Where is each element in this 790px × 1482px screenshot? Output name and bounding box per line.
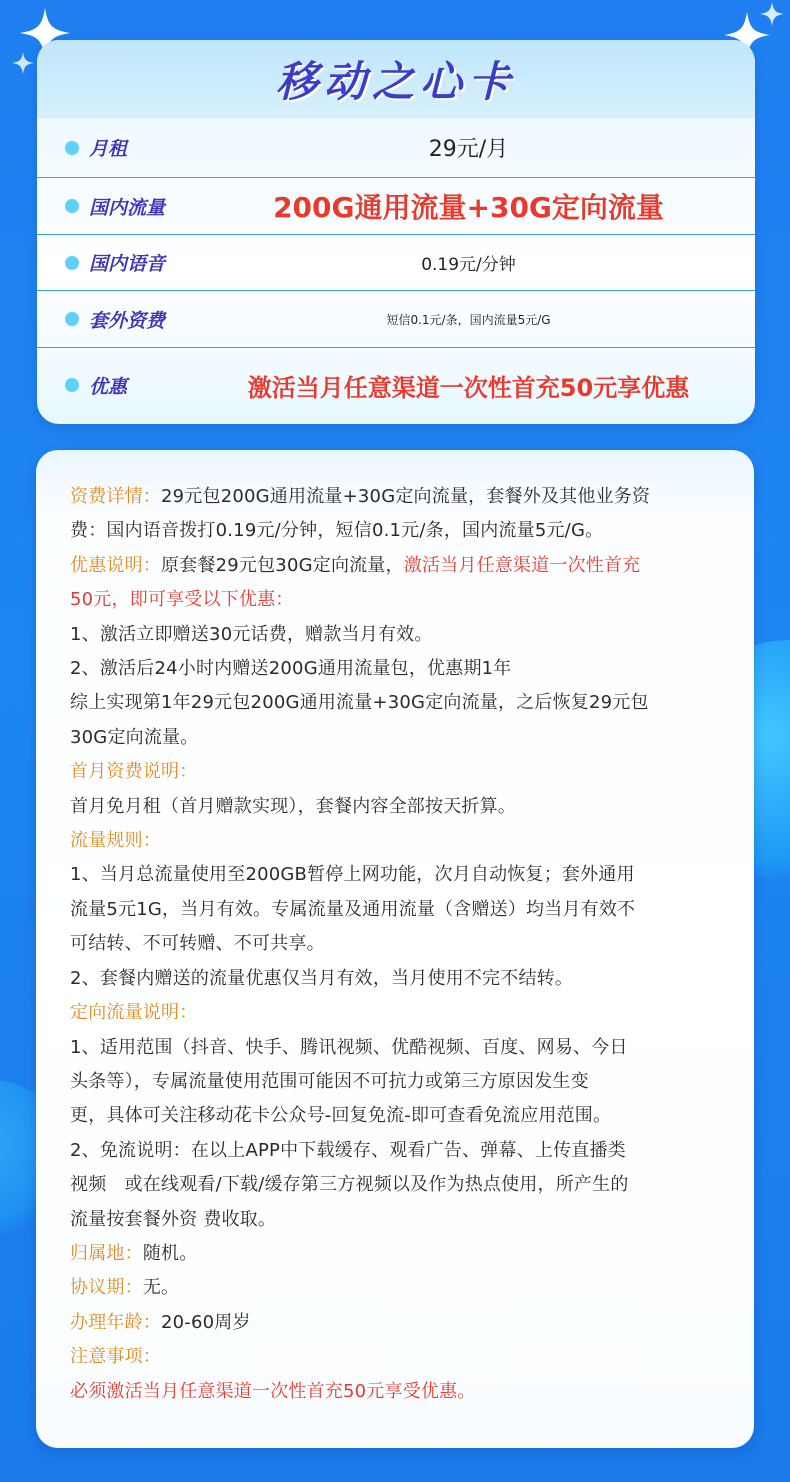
section-heading: 办理年龄： [70,1311,161,1333]
bullet-dot-icon [65,378,79,392]
region-info: 归属地：随机。 [70,1242,198,1264]
row-label: 月租 [89,138,128,160]
bullet-dot-icon [65,141,79,155]
age-info: 办理年龄：20-60周岁 [70,1311,251,1333]
bullet-dot-icon [65,199,79,213]
row-domestic-voice [37,235,755,291]
section-heading: 资费详情： [70,486,161,507]
tariff-details: 资费详情：29元包200G通用流量+30G定向流量，套餐外及其他业务资 [70,486,651,507]
notice-text: 必须激活当月任意渠道一次性首充50元享受优惠。 [70,1380,476,1402]
row-value: 激活当月任意渠道一次性首充50元享优惠 [247,373,690,402]
title-band [37,40,755,118]
row-label: 套外资费 [89,309,166,332]
bullet-dot-icon [65,256,79,270]
row-extra-charges [37,291,755,348]
row-monthly-fee [37,118,755,178]
contract-info: 协议期：无。 [70,1277,180,1299]
section-heading: 流量规则： [70,830,161,852]
row-value: 短信0.1元/条，国内流量5元/G [386,312,551,327]
plan-summary-card [37,40,755,424]
row-promotion [37,348,755,422]
row-domestic-traffic [37,178,755,235]
section-heading: 优惠说明： [70,554,161,576]
row-label: 国内语音 [89,253,166,275]
plan-rows [37,118,755,422]
promo-details: 优惠说明：原套餐29元包30G定向流量，激活当月任意渠道一次性首充 [70,554,641,576]
section-heading: 定向流量说明： [70,1002,198,1024]
row-value: 200G通用流量+30G定向流量 [273,191,664,224]
row-label: 优惠 [89,375,128,398]
row-label: 国内流量 [89,196,166,219]
section-heading: 归属地： [70,1242,143,1264]
section-heading: 协议期： [70,1277,143,1299]
details-card: 资费详情：29元包200G通用流量+30G定向流量，套餐外及其他业务资 费：国内语音拨打0.19元/分钟，短信0.1元/条，国内流量5元/G。 优惠说明：原套餐29元包30G定向流量，激活当月任意渠道一次性首充 50元，即可享受以下优惠： 1、激活立即赠送30元话费，赠款当月有效。 2、激活后24小时内赠送200G通用流量包，优惠期1年 综上实现第1年29元包200G通用流量+30G定向流量，之后恢复29元包 30G定向流量。 首月资费说明： 首月免月租（首月赠款实现），套餐内容全部按天折算。 流量规则： 1、当月总流量使用至200GB暂停上网功能，次月自动恢复；套外通用 流量5元1G，当月有效。专属流量及通用流量（含赠送）均当月有效不 可结转、不可转赠、不可共享。 2、套餐内赠送的流量优惠仅当月有效，当月使用不完不结转。 定向流量说明： 1、适用范围（抖音、快手、腾讯视频、优酷视频、百度、网易、今日 头条等），专属流量使用范围可能因不可抗力或第三方原因发生变 更，具体可关注移动花卡公众号-回复免流-即可查看免流应用范围。 2、免流说明：在以上APP中下载缓存、观看广告、弹幕、上传直播类 视频 或在线观看/下载/缓存第三方视频以及作为热点使用，所产生的 流量按套餐外资 费收取。 归属地：随机。 协议期：无。 办理年龄：20-60周岁 注意事项： 必须激活当月任意渠道一次性首充50元享受优惠。 [36,450,754,1448]
sparkle-icon [12,52,34,74]
card-title: 移动之心卡 [275,57,516,106]
section-heading: 首月资费说明： [70,761,198,783]
row-value: 0.19元/分钟 [421,255,516,275]
sparkle-icon [760,2,784,26]
row-value: 29元/月 [428,137,509,162]
section-heading: 注意事项： [70,1346,161,1368]
bullet-dot-icon [65,312,79,326]
